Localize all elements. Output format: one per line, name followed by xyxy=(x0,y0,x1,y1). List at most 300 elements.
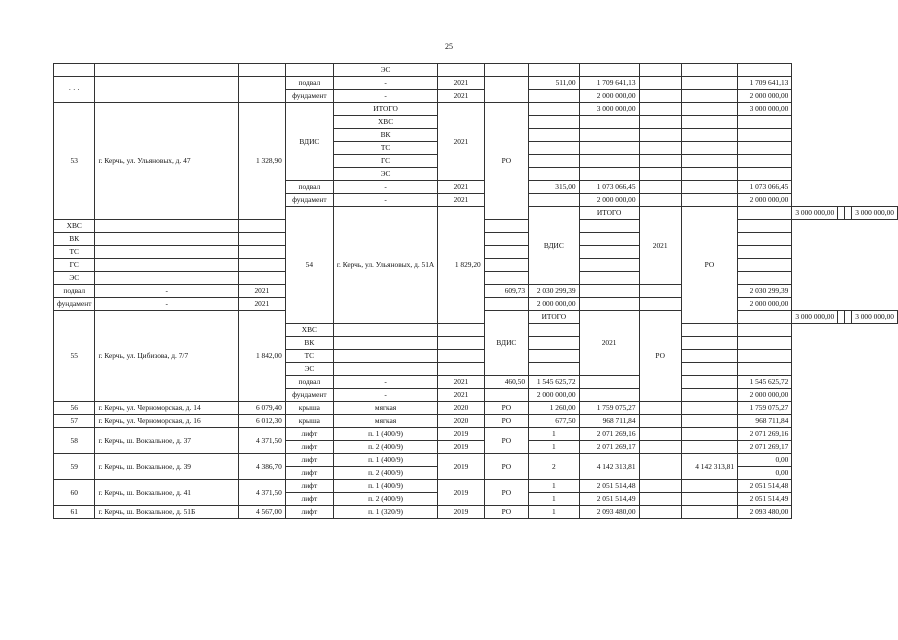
table-cell: 2 xyxy=(529,454,580,480)
table-cell xyxy=(738,168,792,181)
table-cell xyxy=(238,77,285,103)
table-cell xyxy=(529,103,580,116)
table-cell xyxy=(738,116,792,129)
table-cell xyxy=(333,324,437,337)
table-cell: лифт xyxy=(285,428,333,441)
table-cell xyxy=(333,363,437,376)
table-cell: фундамент xyxy=(285,90,333,103)
table-cell: 1 xyxy=(529,493,580,506)
table-cell xyxy=(238,64,285,77)
table-cell xyxy=(529,350,580,363)
table-cell: 53 xyxy=(54,103,95,220)
table-cell xyxy=(681,77,737,90)
table-cell xyxy=(738,233,792,246)
table-cell: РО xyxy=(681,207,737,324)
table-cell: лифт xyxy=(285,506,333,519)
page-number: 25 xyxy=(445,42,453,51)
table-cell: 4 386,70 xyxy=(238,454,285,480)
table-cell: 2 000 000,00 xyxy=(738,194,792,207)
table-cell xyxy=(579,155,639,168)
table-cell: ВК xyxy=(54,233,95,246)
table-cell xyxy=(681,402,737,415)
table-cell: РО xyxy=(484,103,528,220)
table-cell: 2019 xyxy=(438,506,484,519)
table-cell xyxy=(681,480,737,493)
table-cell: 3 000 000,00 xyxy=(738,103,792,116)
table-cell: РО xyxy=(484,506,528,519)
table-cell xyxy=(639,77,681,90)
table-cell: 3 000 000,00 xyxy=(852,207,898,220)
table-cell: - xyxy=(333,194,437,207)
table-cell: 2021 xyxy=(438,376,484,389)
table-cell: 1 842,00 xyxy=(238,311,285,402)
table-cell: 2020 xyxy=(438,415,484,428)
table-cell xyxy=(681,324,737,337)
table-cell xyxy=(639,194,681,207)
table-cell xyxy=(579,259,639,272)
table-cell xyxy=(738,142,792,155)
table-cell: 2 051 514,49 xyxy=(579,493,639,506)
table-cell: 2019 xyxy=(438,428,484,441)
table-cell xyxy=(639,480,681,493)
table-cell: 1 759 075,27 xyxy=(738,402,792,415)
table-cell: 4 567,00 xyxy=(238,506,285,519)
table-cell xyxy=(845,207,852,220)
table-cell: 2021 xyxy=(639,207,681,285)
table-cell xyxy=(681,428,737,441)
table-cell: 58 xyxy=(54,428,95,454)
table-cell xyxy=(681,155,737,168)
table-cell: крыша xyxy=(285,415,333,428)
table-cell: фундамент xyxy=(285,194,333,207)
table-cell: ГС xyxy=(333,155,437,168)
table-cell: 3 000 000,00 xyxy=(792,311,838,324)
table-cell: г. Керчь, ш. Вокзальное, д. 37 xyxy=(95,428,238,454)
table-cell: 1 xyxy=(529,480,580,493)
table-cell: - xyxy=(333,389,437,402)
table-cell: 2 000 000,00 xyxy=(529,298,580,311)
table-cell: ЭС xyxy=(333,64,437,77)
table-cell: 1 260,00 xyxy=(529,402,580,415)
table-cell: г. Керчь, ш. Вокзальное, д. 51Б xyxy=(95,506,238,519)
table-cell xyxy=(95,233,238,246)
table-cell: 1 545 625,72 xyxy=(738,376,792,389)
table-cell xyxy=(639,298,681,311)
table-cell: 1 709 641,13 xyxy=(738,77,792,90)
table-cell xyxy=(579,233,639,246)
table-cell: 2019 xyxy=(438,454,484,480)
table-cell xyxy=(681,350,737,363)
table-cell: 2021 xyxy=(238,285,285,298)
table-cell: 2 000 000,00 xyxy=(579,90,639,103)
table-cell: 2 051 514,48 xyxy=(738,480,792,493)
table-cell xyxy=(484,389,528,402)
table-cell: 0,00 xyxy=(738,454,792,467)
table-row xyxy=(54,415,898,428)
table-cell xyxy=(639,64,681,77)
table-cell: 2 071 269,17 xyxy=(579,441,639,454)
table-cell: 4 371,50 xyxy=(238,428,285,454)
table-cell xyxy=(238,220,285,233)
table-cell: 2021 xyxy=(438,103,484,181)
table-cell xyxy=(738,363,792,376)
table-cell xyxy=(738,324,792,337)
table-cell: 511,00 xyxy=(529,77,580,90)
table-cell xyxy=(681,142,737,155)
table-cell: 2 093 480,00 xyxy=(579,506,639,519)
table-cell: РО xyxy=(484,428,528,454)
table-cell: ВК xyxy=(333,129,437,142)
table-cell xyxy=(738,64,792,77)
table-cell: 1 xyxy=(529,441,580,454)
table-cell xyxy=(285,64,333,77)
table-cell: г. Керчь, ш. Вокзальное, д. 41 xyxy=(95,480,238,506)
table-cell: подвал xyxy=(285,376,333,389)
table-row xyxy=(54,428,898,441)
table-cell: ГС xyxy=(54,259,95,272)
table-cell xyxy=(529,155,580,168)
table-cell xyxy=(529,337,580,350)
table-cell: 3 000 000,00 xyxy=(792,207,838,220)
table-cell xyxy=(579,142,639,155)
table-cell xyxy=(681,194,737,207)
table-cell: фундамент xyxy=(285,389,333,402)
table-cell: ТС xyxy=(333,142,437,155)
table-cell xyxy=(738,259,792,272)
table-cell: п. 1 (400/9) xyxy=(333,428,437,441)
table-cell xyxy=(639,116,681,129)
table-cell xyxy=(579,220,639,233)
table-cell xyxy=(484,64,528,77)
table-cell: · · · xyxy=(54,77,95,103)
table-cell xyxy=(681,64,737,77)
table-cell: - xyxy=(95,298,238,311)
table-cell: подвал xyxy=(285,181,333,194)
table-cell: - xyxy=(333,90,437,103)
table-cell: 4 142 313,81 xyxy=(681,454,737,480)
table-cell xyxy=(95,259,238,272)
table-cell: лифт xyxy=(285,441,333,454)
table-cell xyxy=(738,207,792,220)
table-cell: мягкая xyxy=(333,402,437,415)
table-cell: лифт xyxy=(285,493,333,506)
table-cell: ИТОГО xyxy=(529,311,580,324)
table-cell: г. Керчь, ул. Черноморская, д. 14 xyxy=(95,402,238,415)
table-cell: 1 328,90 xyxy=(238,103,285,220)
table-cell xyxy=(333,350,437,363)
table-cell: ХВС xyxy=(54,220,95,233)
table-cell: ЭС xyxy=(54,272,95,285)
table-cell xyxy=(681,441,737,454)
table-cell: подвал xyxy=(285,77,333,90)
table-cell xyxy=(681,389,737,402)
table-cell: 2 000 000,00 xyxy=(738,298,792,311)
table-cell: ВДИС xyxy=(529,207,580,285)
table-cell: 56 xyxy=(54,402,95,415)
table-cell: ВДИС xyxy=(484,311,528,376)
table-cell: РО xyxy=(484,454,528,480)
table-cell xyxy=(639,493,681,506)
table-cell: 2021 xyxy=(438,389,484,402)
table-cell xyxy=(681,181,737,194)
table-cell xyxy=(639,155,681,168)
table-cell: 2021 xyxy=(438,181,484,194)
table-cell: мягкая xyxy=(333,415,437,428)
table-cell xyxy=(579,285,639,298)
table-cell xyxy=(738,129,792,142)
table-cell: ВК xyxy=(285,337,333,350)
table-cell xyxy=(95,77,238,103)
table-cell xyxy=(95,272,238,285)
table-cell: 968 711,84 xyxy=(579,415,639,428)
table-cell: 0,00 xyxy=(738,467,792,480)
table-cell xyxy=(639,103,681,116)
table-cell xyxy=(838,311,845,324)
table-cell xyxy=(639,402,681,415)
table-cell xyxy=(238,233,285,246)
table-cell xyxy=(681,168,737,181)
table-cell: 6 012,30 xyxy=(238,415,285,428)
table-cell xyxy=(639,506,681,519)
table-cell xyxy=(681,506,737,519)
table-cell: ИТОГО xyxy=(333,103,437,116)
table-row xyxy=(54,77,898,90)
table-cell xyxy=(529,168,580,181)
table-cell: крыша xyxy=(285,402,333,415)
table-cell: п. 1 (320/9) xyxy=(333,506,437,519)
table-body xyxy=(54,64,898,519)
table-cell: 4 371,50 xyxy=(238,480,285,506)
table-cell xyxy=(639,181,681,194)
table-cell xyxy=(95,220,238,233)
table-cell: 2 051 514,48 xyxy=(579,480,639,493)
table-cell: 2 071 269,16 xyxy=(738,428,792,441)
table-cell: 3 000 000,00 xyxy=(579,103,639,116)
table-cell: РО xyxy=(484,415,528,428)
table-cell: ЭС xyxy=(333,168,437,181)
table-cell: 55 xyxy=(54,311,95,402)
table-cell: фундамент xyxy=(54,298,95,311)
table-cell xyxy=(438,64,484,77)
table-cell: 61 xyxy=(54,506,95,519)
table-cell: ХВС xyxy=(333,116,437,129)
table-cell xyxy=(639,90,681,103)
table-cell xyxy=(95,246,238,259)
table-cell xyxy=(738,350,792,363)
table-cell xyxy=(484,233,528,246)
table-cell: 609,73 xyxy=(484,285,528,298)
table-cell xyxy=(438,363,484,376)
table-cell: ИТОГО xyxy=(579,207,639,220)
table-cell: ВДИС xyxy=(285,103,333,181)
table-cell xyxy=(639,285,681,298)
table-cell xyxy=(579,129,639,142)
table-cell xyxy=(738,246,792,259)
table-cell xyxy=(484,298,528,311)
table-cell xyxy=(438,337,484,350)
table-cell: РО xyxy=(484,402,528,415)
table-cell: 2 030 299,39 xyxy=(529,285,580,298)
table-cell: 1 073 066,45 xyxy=(579,181,639,194)
table-cell: подвал xyxy=(54,285,95,298)
table-cell xyxy=(238,272,285,285)
table-cell: г. Керчь, ул. Ульяновых, д. 51А xyxy=(333,207,437,324)
table-cell: 1 829,20 xyxy=(438,207,484,324)
table-cell xyxy=(529,129,580,142)
table-cell: 1 545 625,72 xyxy=(529,376,580,389)
table-cell: лифт xyxy=(285,467,333,480)
table-cell: 1 xyxy=(529,428,580,441)
table-cell: 315,00 xyxy=(529,181,580,194)
table-cell xyxy=(639,168,681,181)
table-cell xyxy=(95,64,238,77)
table-row xyxy=(54,103,898,116)
table-cell xyxy=(484,272,528,285)
table-cell xyxy=(681,116,737,129)
table-cell: ТС xyxy=(285,350,333,363)
table-cell: п. 1 (400/9) xyxy=(333,454,437,467)
table-cell: ТС xyxy=(54,246,95,259)
table-cell: г. Керчь, ш. Вокзальное, д. 39 xyxy=(95,454,238,480)
table-cell xyxy=(579,64,639,77)
table-cell: г. Керчь, ул. Черноморская, д. 16 xyxy=(95,415,238,428)
table-cell: 2 071 269,17 xyxy=(738,441,792,454)
table-cell: 1 709 641,13 xyxy=(579,77,639,90)
table-cell: г. Керчь, ул. Ульяновых, д. 47 xyxy=(95,103,238,220)
table-cell: 60 xyxy=(54,480,95,506)
table-cell xyxy=(438,324,484,337)
table-cell xyxy=(484,259,528,272)
table-cell xyxy=(738,272,792,285)
table-row xyxy=(54,454,898,467)
table-cell xyxy=(681,103,737,116)
table-cell: 968 711,84 xyxy=(738,415,792,428)
table-cell xyxy=(639,428,681,441)
table-cell: 1 073 066,45 xyxy=(738,181,792,194)
table-cell xyxy=(529,363,580,376)
table-cell xyxy=(54,64,95,77)
table-cell: 59 xyxy=(54,454,95,480)
table-cell: 3 000 000,00 xyxy=(852,311,898,324)
table-cell: 677,50 xyxy=(529,415,580,428)
table-cell xyxy=(639,454,681,480)
table-cell xyxy=(484,220,528,233)
table-cell xyxy=(579,376,639,389)
table-cell xyxy=(681,376,737,389)
table-cell: 2 093 480,00 xyxy=(738,506,792,519)
table-cell xyxy=(681,493,737,506)
table-cell: п. 1 (400/9) xyxy=(333,480,437,493)
table-cell: 2 000 000,00 xyxy=(579,194,639,207)
table-cell: 57 xyxy=(54,415,95,428)
table-cell xyxy=(639,129,681,142)
table-cell: 2019 xyxy=(438,480,484,506)
table-cell xyxy=(838,207,845,220)
table-cell xyxy=(738,311,792,324)
table-cell: лифт xyxy=(285,454,333,467)
table-cell xyxy=(681,363,737,376)
table-row xyxy=(54,480,898,493)
table-cell xyxy=(238,246,285,259)
table-cell: 2 071 269,16 xyxy=(579,428,639,441)
table-cell: - xyxy=(333,181,437,194)
table-cell xyxy=(738,155,792,168)
table-cell: 2021 xyxy=(579,311,639,376)
table-cell: п. 2 (400/9) xyxy=(333,493,437,506)
table-cell xyxy=(579,298,639,311)
capital-repair-table xyxy=(53,63,898,519)
table-cell: 2021 xyxy=(438,90,484,103)
table-cell: - xyxy=(95,285,238,298)
table-row xyxy=(54,402,898,415)
table-cell: 2021 xyxy=(438,194,484,207)
table-cell xyxy=(681,337,737,350)
table-cell xyxy=(681,90,737,103)
table-cell xyxy=(738,220,792,233)
table-cell xyxy=(579,272,639,285)
table-cell xyxy=(579,389,639,402)
table-cell: РО xyxy=(639,311,681,402)
table-cell xyxy=(529,64,580,77)
table-cell xyxy=(529,194,580,207)
table-cell: РО xyxy=(484,480,528,506)
table-cell: 1 759 075,27 xyxy=(579,402,639,415)
table-cell xyxy=(529,90,580,103)
table-cell: 54 xyxy=(285,207,333,324)
table-cell xyxy=(484,77,528,103)
table-cell xyxy=(738,337,792,350)
table-cell: г. Керчь, ул. Цибизова, д. 7/7 xyxy=(95,311,238,402)
table-cell xyxy=(639,415,681,428)
table-cell xyxy=(438,350,484,363)
table-cell xyxy=(333,337,437,350)
table-cell xyxy=(238,259,285,272)
table-cell xyxy=(681,129,737,142)
table-row xyxy=(54,64,898,77)
table-cell xyxy=(529,142,580,155)
table-cell: 2 030 299,39 xyxy=(738,285,792,298)
table-cell xyxy=(639,142,681,155)
table-cell: ХВС xyxy=(285,324,333,337)
table-cell xyxy=(681,415,737,428)
table-cell xyxy=(529,116,580,129)
table-cell: 2 000 000,00 xyxy=(738,389,792,402)
table-cell xyxy=(579,116,639,129)
table-cell: лифт xyxy=(285,480,333,493)
table-cell: 460,50 xyxy=(484,376,528,389)
table-cell: 2 000 000,00 xyxy=(529,389,580,402)
table-cell xyxy=(845,311,852,324)
table-cell: п. 2 (400/9) xyxy=(333,441,437,454)
table-cell xyxy=(529,324,580,337)
table-cell xyxy=(579,246,639,259)
table-cell: 2019 xyxy=(438,441,484,454)
table-cell: 2 051 514,49 xyxy=(738,493,792,506)
table-row xyxy=(54,506,898,519)
table-cell: 1 xyxy=(529,506,580,519)
table-cell: 4 142 313,81 xyxy=(579,454,639,480)
table-cell: п. 2 (400/9) xyxy=(333,467,437,480)
table-cell: ЭС xyxy=(285,363,333,376)
table-cell: 2 000 000,00 xyxy=(738,90,792,103)
table-cell: 2021 xyxy=(438,77,484,90)
table-cell: 2020 xyxy=(438,402,484,415)
table-cell xyxy=(639,441,681,454)
table-cell xyxy=(579,168,639,181)
table-cell: 6 079,40 xyxy=(238,402,285,415)
table-cell xyxy=(484,246,528,259)
table-cell: 2021 xyxy=(238,298,285,311)
